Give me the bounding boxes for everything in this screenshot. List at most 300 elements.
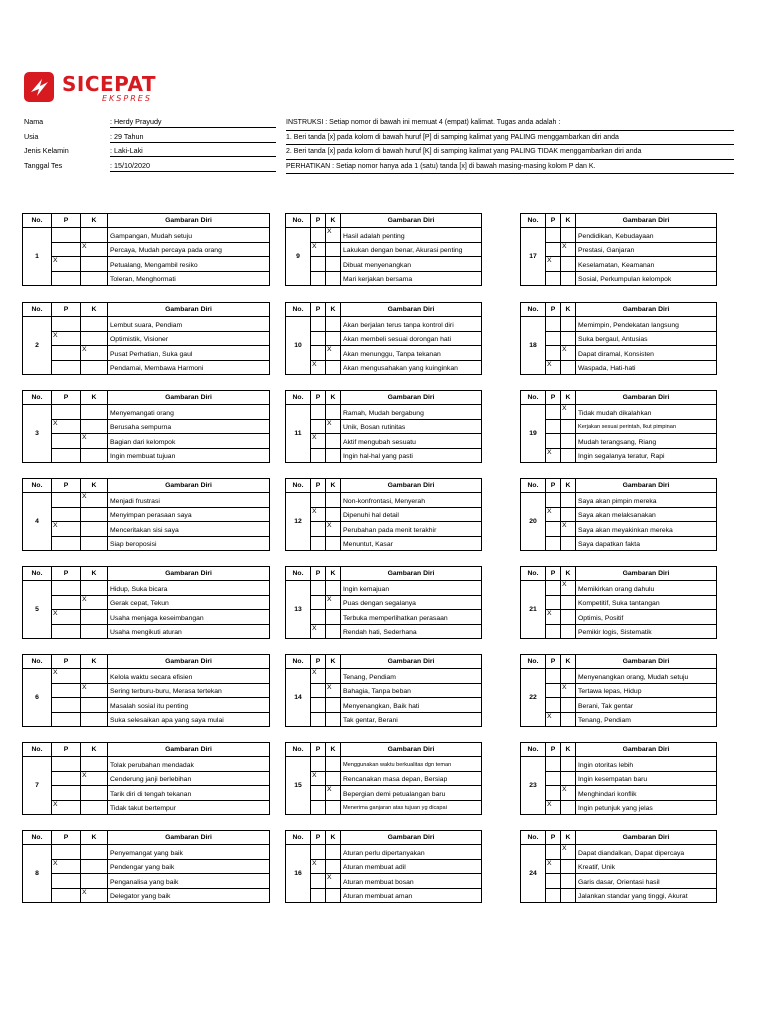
p-mark-cell[interactable] [52, 271, 81, 286]
table-row [286, 800, 482, 815]
k-mark-cell[interactable] [81, 419, 108, 434]
k-mark-cell[interactable] [81, 405, 108, 420]
header-p: P [546, 831, 561, 845]
question-number: 20 [521, 493, 546, 551]
table-row [521, 845, 717, 860]
statement-text: Dibuat menyenangkan [341, 257, 482, 272]
p-mark-cell[interactable] [52, 712, 81, 727]
p-mark-cell[interactable] [311, 874, 326, 889]
k-mark-cell[interactable] [326, 888, 341, 903]
k-mark-cell[interactable] [81, 845, 108, 860]
header-p: P [546, 479, 561, 493]
k-mark-cell[interactable] [326, 536, 341, 551]
header-desc: Gambaran Diri [576, 567, 717, 581]
k-mark-cell[interactable]: X [81, 346, 108, 361]
info-row [24, 116, 276, 131]
k-mark-cell[interactable]: X [326, 683, 341, 698]
k-mark-cell[interactable] [326, 581, 341, 596]
header-no: No. [23, 479, 52, 493]
header-no: No. [521, 831, 546, 845]
p-mark-cell[interactable] [546, 346, 561, 361]
table-row [23, 448, 270, 463]
info-label: Tanggal Tes [24, 160, 63, 170]
k-mark-cell[interactable] [326, 360, 341, 375]
p-mark-cell[interactable] [311, 405, 326, 420]
k-mark-cell[interactable]: X [326, 786, 341, 801]
k-mark-cell[interactable] [81, 271, 108, 286]
k-mark-cell[interactable] [561, 271, 576, 286]
k-mark-cell[interactable] [81, 448, 108, 463]
statement-text: Dapat diramal, Konsisten [576, 346, 717, 361]
p-mark-cell[interactable] [546, 683, 561, 698]
table-row [286, 228, 482, 243]
k-mark-cell[interactable] [561, 888, 576, 903]
p-mark-cell[interactable]: X [311, 859, 326, 874]
p-mark-cell[interactable] [311, 683, 326, 698]
p-mark-cell[interactable] [52, 874, 81, 889]
table-row [23, 493, 270, 508]
candidate-info [24, 116, 276, 174]
question-number: 13 [286, 581, 311, 639]
k-mark-cell[interactable] [81, 698, 108, 713]
p-mark-cell[interactable] [546, 228, 561, 243]
table-row [23, 683, 270, 698]
p-mark-cell[interactable]: X [52, 257, 81, 272]
k-mark-cell[interactable] [326, 317, 341, 332]
question-table [22, 654, 270, 727]
k-mark-cell[interactable]: X [326, 522, 341, 537]
k-mark-cell[interactable] [81, 610, 108, 625]
p-mark-cell[interactable] [546, 874, 561, 889]
k-mark-cell[interactable] [561, 595, 576, 610]
table-row [286, 317, 482, 332]
header-desc: Gambaran Diri [108, 655, 270, 669]
p-mark-cell[interactable]: X [311, 624, 326, 639]
header-desc: Gambaran Diri [341, 391, 482, 405]
p-mark-cell[interactable] [311, 595, 326, 610]
k-mark-cell[interactable] [561, 771, 576, 786]
k-mark-cell[interactable] [561, 698, 576, 713]
statement-text: Menyenangkan, Baik hati [341, 698, 482, 713]
p-mark-cell[interactable] [52, 757, 81, 772]
k-mark-cell[interactable]: X [326, 346, 341, 361]
k-mark-cell[interactable]: X [81, 242, 108, 257]
p-mark-cell[interactable] [311, 317, 326, 332]
statement-text: Ingin kesempatan baru [576, 771, 717, 786]
header-desc: Gambaran Diri [341, 303, 482, 317]
p-mark-cell[interactable] [546, 522, 561, 537]
k-mark-cell[interactable]: X [326, 419, 341, 434]
p-mark-cell[interactable] [546, 771, 561, 786]
brand-sub: EKSPRES [102, 94, 152, 103]
table-row [521, 360, 717, 375]
p-mark-cell[interactable] [311, 419, 326, 434]
p-mark-cell[interactable] [546, 624, 561, 639]
statement-text: Dapat diandalkan, Dapat dipercaya [576, 845, 717, 860]
p-mark-cell[interactable]: X [311, 771, 326, 786]
k-mark-cell[interactable]: X [81, 683, 108, 698]
p-mark-cell[interactable] [52, 771, 81, 786]
k-mark-cell[interactable] [561, 669, 576, 684]
table-row [23, 800, 270, 815]
p-mark-cell[interactable] [546, 434, 561, 449]
p-mark-cell[interactable] [311, 800, 326, 815]
k-mark-cell[interactable] [561, 757, 576, 772]
p-mark-cell[interactable] [546, 331, 561, 346]
statement-text: Tidak takut bertempur [108, 800, 270, 815]
p-mark-cell[interactable] [546, 536, 561, 551]
k-mark-cell[interactable] [561, 360, 576, 375]
header-p: P [52, 567, 81, 581]
k-mark-cell[interactable] [326, 434, 341, 449]
table-row [286, 845, 482, 860]
p-mark-cell[interactable] [52, 698, 81, 713]
p-mark-cell[interactable] [546, 242, 561, 257]
statement-text: Tarik diri di tengah tekanan [108, 786, 270, 801]
k-mark-cell[interactable] [81, 859, 108, 874]
p-mark-cell[interactable]: X [52, 419, 81, 434]
table-row [521, 581, 717, 596]
statement-text: Tenang, Pendiam [576, 712, 717, 727]
k-mark-cell[interactable]: X [561, 786, 576, 801]
k-mark-cell[interactable] [81, 712, 108, 727]
k-mark-cell[interactable] [561, 317, 576, 332]
p-mark-cell[interactable] [311, 536, 326, 551]
p-mark-cell[interactable] [546, 493, 561, 508]
k-mark-cell[interactable] [326, 669, 341, 684]
p-mark-cell[interactable] [311, 757, 326, 772]
k-mark-cell[interactable] [561, 874, 576, 889]
k-mark-cell[interactable] [561, 331, 576, 346]
p-mark-cell[interactable] [546, 317, 561, 332]
table-row [23, 317, 270, 332]
p-mark-cell[interactable] [311, 493, 326, 508]
p-mark-cell[interactable]: X [52, 800, 81, 815]
k-mark-cell[interactable]: X [561, 845, 576, 860]
k-mark-cell[interactable] [326, 507, 341, 522]
k-mark-cell[interactable] [81, 581, 108, 596]
p-mark-cell[interactable] [311, 888, 326, 903]
p-mark-cell[interactable] [52, 434, 81, 449]
header-no: No. [23, 214, 52, 228]
p-mark-cell[interactable]: X [546, 360, 561, 375]
k-mark-cell[interactable] [81, 507, 108, 522]
p-mark-cell[interactable] [311, 786, 326, 801]
header-p: P [311, 567, 326, 581]
statement-text: Aturan membuat aman [341, 888, 482, 903]
k-mark-cell[interactable] [326, 624, 341, 639]
p-mark-cell[interactable] [52, 448, 81, 463]
statement-text: Tenang, Pendiam [341, 669, 482, 684]
p-mark-cell[interactable] [52, 317, 81, 332]
header-p: P [546, 655, 561, 669]
k-mark-cell[interactable] [81, 757, 108, 772]
p-mark-cell[interactable] [546, 419, 561, 434]
table-row [23, 271, 270, 286]
k-mark-cell[interactable] [81, 624, 108, 639]
table-row [23, 419, 270, 434]
k-mark-cell[interactable] [561, 624, 576, 639]
table-row [23, 331, 270, 346]
statement-text: Akan menunggu, Tanpa tekanan [341, 346, 482, 361]
table-row [521, 610, 717, 625]
p-mark-cell[interactable]: X [546, 257, 561, 272]
p-mark-cell[interactable] [52, 507, 81, 522]
k-mark-cell[interactable] [326, 859, 341, 874]
statement-text: Delegator yang baik [108, 888, 270, 903]
statement-text: Menggunakan waktu berkualitas dgn teman [341, 757, 482, 772]
p-mark-cell[interactable] [52, 242, 81, 257]
table-row [521, 448, 717, 463]
statement-text: Hidup, Suka bicara [108, 581, 270, 596]
table-row [286, 859, 482, 874]
header-p: P [311, 655, 326, 669]
table-row [521, 786, 717, 801]
statement-text: Ingin membuat tujuan [108, 448, 270, 463]
p-mark-cell[interactable] [546, 669, 561, 684]
statement-text: Berani, Tak gentar [576, 698, 717, 713]
k-mark-cell[interactable] [81, 536, 108, 551]
statement-text: Mudah terangsang, Riang [576, 434, 717, 449]
info-row [24, 131, 276, 146]
k-mark-cell[interactable] [561, 257, 576, 272]
p-mark-cell[interactable] [52, 346, 81, 361]
header-desc: Gambaran Diri [576, 655, 717, 669]
k-mark-cell[interactable]: X [81, 595, 108, 610]
p-mark-cell[interactable]: X [546, 507, 561, 522]
statement-text: Ingin segalanya teratur, Rapi [576, 448, 717, 463]
k-mark-cell[interactable] [326, 800, 341, 815]
k-mark-cell[interactable]: X [561, 683, 576, 698]
p-mark-cell[interactable] [546, 786, 561, 801]
k-mark-cell[interactable]: X [561, 581, 576, 596]
p-mark-cell[interactable] [52, 624, 81, 639]
question-table [22, 390, 270, 463]
p-mark-cell[interactable] [546, 845, 561, 860]
k-mark-cell[interactable] [561, 712, 576, 727]
statement-text: Sosial, Perkumpulan kelompok [576, 271, 717, 286]
statement-text: Keselamatan, Keamanan [576, 257, 717, 272]
table-row [521, 800, 717, 815]
k-mark-cell[interactable] [561, 507, 576, 522]
p-mark-cell[interactable] [52, 845, 81, 860]
statement-text: Optimis, Positif [576, 610, 717, 625]
p-mark-cell[interactable]: X [546, 800, 561, 815]
header-no: No. [286, 655, 311, 669]
p-mark-cell[interactable] [546, 595, 561, 610]
statement-text: Kerjakan sesuai perintah, Ikut pimpinan [576, 419, 717, 434]
p-mark-cell[interactable]: X [311, 242, 326, 257]
header-no: No. [521, 303, 546, 317]
p-mark-cell[interactable] [311, 581, 326, 596]
p-mark-cell[interactable]: X [52, 522, 81, 537]
statement-text: Tertawa lepas, Hidup [576, 683, 717, 698]
statement-text: Saya akan melaksanakan [576, 507, 717, 522]
header-p: P [52, 655, 81, 669]
k-mark-cell[interactable] [326, 757, 341, 772]
k-mark-cell[interactable]: X [81, 434, 108, 449]
p-mark-cell[interactable]: X [546, 610, 561, 625]
k-mark-cell[interactable] [326, 331, 341, 346]
p-mark-cell[interactable] [546, 271, 561, 286]
k-mark-cell[interactable] [81, 874, 108, 889]
k-mark-cell[interactable] [326, 698, 341, 713]
p-mark-cell[interactable] [546, 581, 561, 596]
table-row [521, 712, 717, 727]
p-mark-cell[interactable] [52, 683, 81, 698]
k-mark-cell[interactable] [81, 669, 108, 684]
p-mark-cell[interactable] [311, 346, 326, 361]
statement-text: Waspada, Hati-hati [576, 360, 717, 375]
statement-text: Penyemangat yang baik [108, 845, 270, 860]
table-row [286, 242, 482, 257]
table-row [286, 698, 482, 713]
p-mark-cell[interactable] [52, 536, 81, 551]
statement-text: Hasil adalah penting [341, 228, 482, 243]
header-k: K [326, 831, 341, 845]
statement-text: Menceritakan sisi saya [108, 522, 270, 537]
k-mark-cell[interactable] [326, 610, 341, 625]
k-mark-cell[interactable] [561, 536, 576, 551]
k-mark-cell[interactable] [81, 800, 108, 815]
k-mark-cell[interactable]: X [81, 493, 108, 508]
k-mark-cell[interactable] [561, 448, 576, 463]
header-no: No. [521, 479, 546, 493]
k-mark-cell[interactable] [561, 419, 576, 434]
p-mark-cell[interactable]: X [311, 434, 326, 449]
p-mark-cell[interactable]: X [52, 610, 81, 625]
p-mark-cell[interactable]: X [52, 669, 81, 684]
question-table [22, 478, 270, 551]
table-row [286, 888, 482, 903]
k-mark-cell[interactable] [561, 493, 576, 508]
k-mark-cell[interactable]: X [81, 771, 108, 786]
k-mark-cell[interactable] [81, 228, 108, 243]
p-mark-cell[interactable] [311, 271, 326, 286]
header-p: P [546, 391, 561, 405]
info-value: : 15/10/2020 [110, 161, 276, 172]
k-mark-cell[interactable]: X [561, 522, 576, 537]
p-mark-cell[interactable] [311, 610, 326, 625]
k-mark-cell[interactable] [326, 845, 341, 860]
k-mark-cell[interactable] [81, 360, 108, 375]
k-mark-cell[interactable] [326, 271, 341, 286]
header-p: P [311, 303, 326, 317]
p-mark-cell[interactable]: X [311, 360, 326, 375]
table-row [23, 536, 270, 551]
header-no: No. [286, 479, 311, 493]
table-row [23, 669, 270, 684]
statement-text: Suka selesaikan apa yang saya mulai [108, 712, 270, 727]
table-row [521, 317, 717, 332]
statement-text: Kompetitif, Suka tantangan [576, 595, 717, 610]
p-mark-cell[interactable]: X [52, 331, 81, 346]
statement-text: Ingin kemajuan [341, 581, 482, 596]
p-mark-cell[interactable]: X [546, 448, 561, 463]
p-mark-cell[interactable]: X [546, 859, 561, 874]
p-mark-cell[interactable] [311, 845, 326, 860]
k-mark-cell[interactable] [561, 610, 576, 625]
k-mark-cell[interactable] [326, 257, 341, 272]
k-mark-cell[interactable]: X [326, 595, 341, 610]
p-mark-cell[interactable] [546, 405, 561, 420]
k-mark-cell[interactable] [81, 317, 108, 332]
p-mark-cell[interactable] [311, 257, 326, 272]
k-mark-cell[interactable] [81, 522, 108, 537]
p-mark-cell[interactable] [311, 331, 326, 346]
table-row [286, 536, 482, 551]
k-mark-cell[interactable] [326, 242, 341, 257]
question-table [22, 213, 270, 286]
p-mark-cell[interactable]: X [546, 712, 561, 727]
k-mark-cell[interactable]: X [326, 874, 341, 889]
header-k: K [326, 303, 341, 317]
table-row [23, 242, 270, 257]
p-mark-cell[interactable] [546, 757, 561, 772]
p-mark-cell[interactable] [52, 595, 81, 610]
p-mark-cell[interactable] [52, 228, 81, 243]
header-p: P [52, 391, 81, 405]
statement-text: Menuntut, Kasar [341, 536, 482, 551]
k-mark-cell[interactable] [561, 434, 576, 449]
p-mark-cell[interactable] [52, 888, 81, 903]
p-mark-cell[interactable] [546, 698, 561, 713]
k-mark-cell[interactable]: X [561, 242, 576, 257]
k-mark-cell[interactable] [326, 712, 341, 727]
k-mark-cell[interactable] [81, 257, 108, 272]
table-row [521, 228, 717, 243]
p-mark-cell[interactable] [52, 581, 81, 596]
question-number: 8 [23, 845, 52, 903]
p-mark-cell[interactable] [52, 493, 81, 508]
k-mark-cell[interactable] [326, 771, 341, 786]
p-mark-cell[interactable] [52, 405, 81, 420]
k-mark-cell[interactable] [81, 331, 108, 346]
p-mark-cell[interactable] [52, 360, 81, 375]
header-no: No. [521, 743, 546, 757]
k-mark-cell[interactable] [326, 448, 341, 463]
p-mark-cell[interactable]: X [311, 507, 326, 522]
p-mark-cell[interactable] [52, 786, 81, 801]
p-mark-cell[interactable] [311, 448, 326, 463]
k-mark-cell[interactable] [561, 800, 576, 815]
p-mark-cell[interactable] [311, 698, 326, 713]
p-mark-cell[interactable] [311, 712, 326, 727]
p-mark-cell[interactable]: X [52, 859, 81, 874]
k-mark-cell[interactable]: X [81, 888, 108, 903]
k-mark-cell[interactable] [81, 786, 108, 801]
statement-text: Saya akan meyakinkan mereka [576, 522, 717, 537]
k-mark-cell[interactable]: X [561, 405, 576, 420]
statement-text: Tolak perubahan mendadak [108, 757, 270, 772]
k-mark-cell[interactable] [561, 859, 576, 874]
k-mark-cell[interactable] [561, 228, 576, 243]
k-mark-cell[interactable] [326, 493, 341, 508]
k-mark-cell[interactable] [326, 405, 341, 420]
p-mark-cell[interactable] [546, 888, 561, 903]
header-no: No. [23, 391, 52, 405]
p-mark-cell[interactable] [311, 228, 326, 243]
p-mark-cell[interactable]: X [311, 669, 326, 684]
p-mark-cell[interactable] [311, 522, 326, 537]
k-mark-cell[interactable]: X [561, 346, 576, 361]
k-mark-cell[interactable]: X [326, 228, 341, 243]
table-row [23, 757, 270, 772]
table-row [23, 581, 270, 596]
header-no: No. [23, 303, 52, 317]
statement-text: Pendamai, Membawa Harmoni [108, 360, 270, 375]
question-number: 15 [286, 757, 311, 815]
